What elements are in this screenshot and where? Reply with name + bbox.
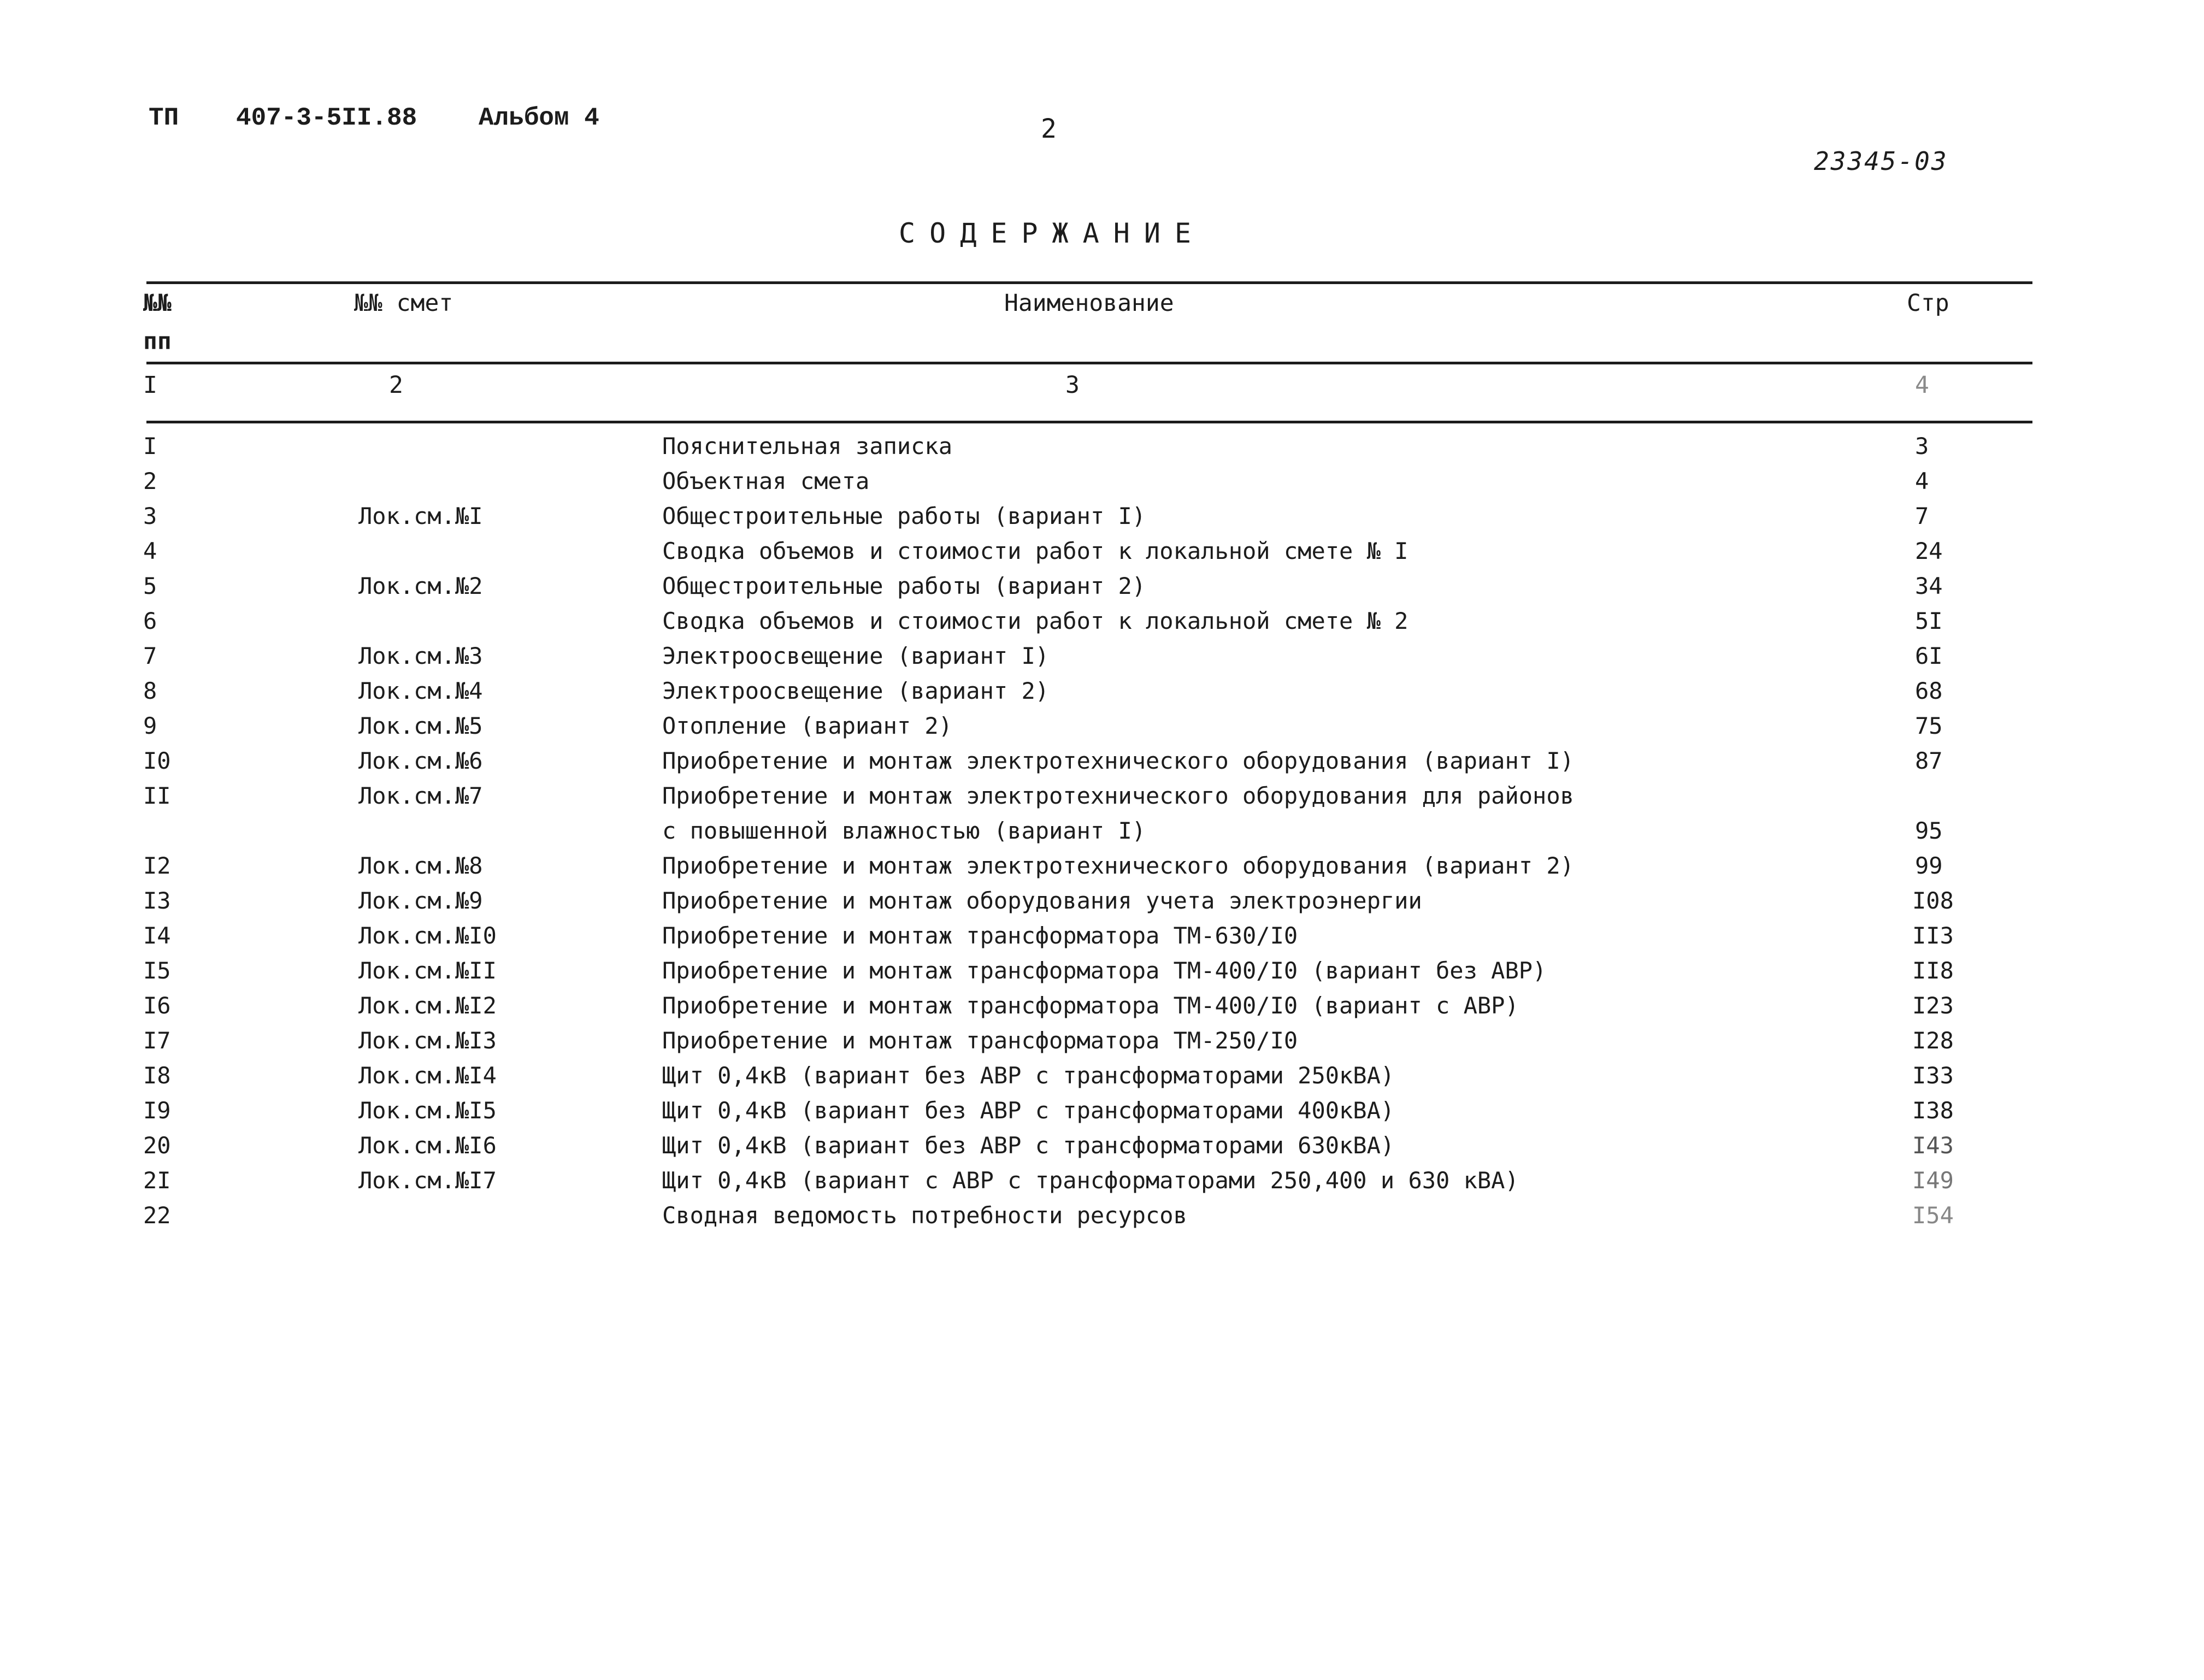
album-label: Альбом 4 bbox=[479, 104, 599, 132]
row-page: 99 bbox=[1915, 852, 1943, 879]
col-header-page: Стр bbox=[1907, 290, 1949, 317]
row-name: Щит 0,4кВ (вариант без АВР с трансформаторами 250кВА) bbox=[662, 1062, 1395, 1089]
row-name: Сводная ведомость потребности ресурсов bbox=[662, 1202, 1187, 1229]
row-name: Электроосвещение (вариант I) bbox=[662, 642, 1050, 669]
row-num: 3 bbox=[143, 503, 157, 529]
row-page: 6I bbox=[1915, 642, 1943, 669]
row-name: Приобретение и монтаж электротехнического оборудования (вариант I) bbox=[662, 747, 1574, 774]
col-index-3: 3 bbox=[1065, 372, 1080, 399]
row-name: Отопление (вариант 2) bbox=[662, 712, 953, 739]
row-name: Сводка объемов и стоимости работ к локальной смете № I bbox=[662, 538, 1409, 564]
row-num: I7 bbox=[143, 1027, 171, 1054]
row-name: Приобретение и монтаж трансформатора ТМ-630/I0 bbox=[662, 922, 1298, 949]
row-name: Приобретение и монтаж трансформатора ТМ-400/I0 (вариант без АВР) bbox=[662, 957, 1547, 984]
row-name: Электроосвещение (вариант 2) bbox=[662, 677, 1050, 704]
row-page: 87 bbox=[1915, 747, 1943, 774]
row-num: 6 bbox=[143, 608, 157, 634]
page-number: 2 bbox=[1041, 114, 1057, 144]
row-estimate: Лок.см.№I2 bbox=[358, 992, 497, 1019]
row-num: 7 bbox=[143, 642, 157, 669]
row-estimate: Лок.см.№7 bbox=[358, 782, 483, 809]
table-body-rule bbox=[146, 421, 2032, 423]
row-name: Приобретение и монтаж трансформатора ТМ-250/I0 bbox=[662, 1027, 1298, 1054]
row-page: 75 bbox=[1915, 712, 1943, 739]
row-num: I8 bbox=[143, 1062, 171, 1089]
handwritten-number: 23345-03 bbox=[1814, 146, 1948, 176]
row-num: I2 bbox=[143, 852, 171, 879]
row-estimate: Лок.см.№I3 bbox=[358, 1027, 497, 1054]
row-estimate: Лок.см.№9 bbox=[358, 887, 483, 914]
row-page: 24 bbox=[1915, 538, 1943, 564]
doc-code-prefix: ТП bbox=[149, 104, 179, 132]
row-page: I28 bbox=[1912, 1027, 1954, 1054]
row-name: Объектная смета bbox=[662, 468, 870, 494]
row-num: 4 bbox=[143, 538, 157, 564]
row-page: 7 bbox=[1915, 503, 1929, 529]
row-num: 2 bbox=[143, 468, 157, 494]
row-name: Сводка объемов и стоимости работ к локальной смете № 2 bbox=[662, 608, 1409, 634]
row-estimate: Лок.см.№I7 bbox=[358, 1167, 497, 1194]
col-index-1: I bbox=[143, 372, 157, 399]
row-estimate: Лок.см.№I0 bbox=[358, 922, 497, 949]
row-num: I9 bbox=[143, 1097, 171, 1124]
row-estimate: Лок.см.№I6 bbox=[358, 1132, 497, 1159]
table-top-rule bbox=[146, 281, 2032, 284]
row-estimate: Лок.см.№I4 bbox=[358, 1062, 497, 1089]
row-page: I23 bbox=[1912, 992, 1954, 1019]
row-page: II8 bbox=[1912, 957, 1954, 984]
col-header-num: №№ bbox=[143, 290, 172, 317]
row-name: Общестроительные работы (вариант I) bbox=[662, 503, 1146, 529]
row-name-continuation: с повышенной влажностью (вариант I) bbox=[662, 817, 1146, 844]
row-name: Пояснительная записка bbox=[662, 433, 953, 459]
row-page: 68 bbox=[1915, 677, 1943, 704]
row-page: I54 bbox=[1912, 1202, 1954, 1229]
row-name: Приобретение и монтаж трансформатора ТМ-400/I0 (вариант с АВР) bbox=[662, 992, 1519, 1019]
row-page: I38 bbox=[1912, 1097, 1954, 1124]
row-num: 5 bbox=[143, 573, 157, 599]
row-estimate: Лок.см.№II bbox=[358, 957, 497, 984]
row-num: 2I bbox=[143, 1167, 171, 1194]
row-estimate: Лок.см.№5 bbox=[358, 712, 483, 739]
row-num: I5 bbox=[143, 957, 171, 984]
row-estimate: Лок.см.№I bbox=[358, 503, 483, 529]
row-num: II bbox=[143, 782, 171, 809]
col-index-4: 4 bbox=[1915, 372, 1929, 399]
row-estimate: Лок.см.№3 bbox=[358, 642, 483, 669]
row-num: I0 bbox=[143, 747, 171, 774]
row-estimate: Лок.см.№8 bbox=[358, 852, 483, 879]
row-num: I4 bbox=[143, 922, 171, 949]
table-header-rule bbox=[146, 362, 2032, 364]
col-index-2: 2 bbox=[389, 372, 403, 399]
row-name: Щит 0,4кВ (вариант с АВР с трансформаторами 250,400 и 630 кВА) bbox=[662, 1167, 1519, 1194]
row-page: 95 bbox=[1915, 817, 1943, 844]
row-num: I3 bbox=[143, 887, 171, 914]
row-estimate: Лок.см.№2 bbox=[358, 573, 483, 599]
row-estimate: Лок.см.№4 bbox=[358, 677, 483, 704]
row-name: Приобретение и монтаж электротехнического оборудования (вариант 2) bbox=[662, 852, 1574, 879]
row-page: 5I bbox=[1915, 608, 1943, 634]
row-num: 22 bbox=[143, 1202, 171, 1229]
col-header-num-sub: пп bbox=[143, 328, 172, 355]
row-page: 4 bbox=[1915, 468, 1929, 494]
row-num: I bbox=[143, 433, 157, 459]
row-page: 3 bbox=[1915, 433, 1929, 459]
row-estimate: Лок.см.№I5 bbox=[358, 1097, 497, 1124]
row-name: Щит 0,4кВ (вариант без АВР с трансформаторами 630кВА) bbox=[662, 1132, 1395, 1159]
row-page: II3 bbox=[1912, 922, 1954, 949]
page-title: СОДЕРЖАНИЕ bbox=[899, 217, 1206, 249]
row-name: Приобретение и монтаж электротехнического оборудования для районов bbox=[662, 782, 1574, 809]
row-num: 20 bbox=[143, 1132, 171, 1159]
row-num: 8 bbox=[143, 677, 157, 704]
row-name: Приобретение и монтаж оборудования учета электроэнергии bbox=[662, 887, 1422, 914]
col-header-name: Наименование bbox=[1004, 290, 1174, 317]
row-page: 34 bbox=[1915, 573, 1943, 599]
row-page: I33 bbox=[1912, 1062, 1954, 1089]
row-name: Общестроительные работы (вариант 2) bbox=[662, 573, 1146, 599]
row-num: 9 bbox=[143, 712, 157, 739]
row-num: I6 bbox=[143, 992, 171, 1019]
doc-code-number: 407-3-5II.88 bbox=[236, 104, 417, 132]
col-header-estimate: №№ смет bbox=[354, 290, 453, 317]
row-estimate: Лок.см.№6 bbox=[358, 747, 483, 774]
row-page: I43 bbox=[1912, 1132, 1954, 1159]
row-page: I49 bbox=[1912, 1167, 1954, 1194]
row-name: Щит 0,4кВ (вариант без АВР с трансформаторами 400кВА) bbox=[662, 1097, 1395, 1124]
row-page: I08 bbox=[1912, 887, 1954, 914]
